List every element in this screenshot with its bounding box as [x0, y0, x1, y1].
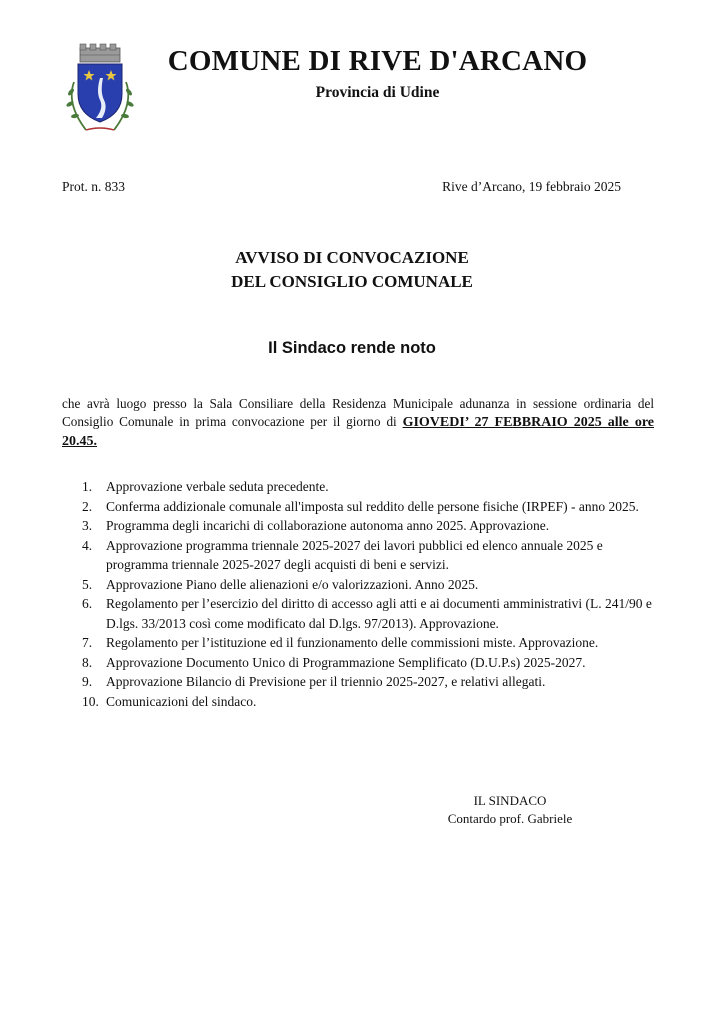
- agenda-item-text: Approvazione Documento Unico di Programmazione Semplificato (D.U.P.s) 2025-2027.: [106, 654, 586, 670]
- agenda-item-text: Comunicazioni del sindaco.: [106, 693, 257, 709]
- agenda-item-text: Approvazione programma triennale 2025-2027 dei lavori pubblici ed elenco annuale 2025 e programma triennale 2025-2027 degli acquisti di beni e servizi.: [106, 537, 603, 572]
- signature-name: Contardo prof. Gabriele: [447, 811, 573, 826]
- agenda-item-number: 2.: [82, 498, 93, 514]
- agenda-item: [82, 692, 654, 712]
- document-title: [0, 246, 704, 294]
- intro-text: che avrà luogo presso la Sala Consiliare della Residenza Municipale adunanza in sessione ordinaria del Consiglio Comunale in prima convocazione per il giorno di: [62, 396, 654, 429]
- agenda-item-number: 9.: [82, 674, 93, 689]
- agenda-item: [82, 477, 654, 497]
- agenda-item-text: Approvazione Bilancio di Previsione per il triennio 2025-2027, e relativi allegati.: [106, 674, 546, 689]
- meeting-date-highlight: GIOVEDI’ 27 FEBBRAIO 2025 alle ore 20.45.: [62, 415, 654, 449]
- agenda-item-text: Conferma addizionale comunale all'imposta sul reddito delle persone fisiche (IRPEF) - anno 2025.: [106, 498, 639, 514]
- agenda-item-number: 8.: [82, 654, 93, 670]
- agenda-item: [82, 672, 654, 692]
- coat-of-arms-icon: [60, 42, 140, 138]
- signature-block: [420, 792, 600, 828]
- agenda-item: [82, 497, 654, 517]
- notice-heading: Il Sindaco rende noto: [268, 339, 436, 357]
- agenda-item-number: 4.: [82, 537, 93, 553]
- agenda-item-number: 1.: [82, 479, 93, 494]
- agenda-item: [82, 536, 654, 575]
- agenda-item-number: 7.: [82, 635, 93, 650]
- agenda-item: [82, 516, 654, 536]
- agenda-item-text: Regolamento per l’istituzione ed il funzionamento delle commissioni miste. Approvazione.: [106, 635, 599, 650]
- province-subtitle: Provincia di Udine: [315, 84, 440, 101]
- agenda-item-number: 6.: [82, 596, 93, 611]
- agenda-list: [82, 477, 654, 711]
- signature-role: IL SINDACO: [473, 793, 547, 808]
- municipality-title: COMUNE DI RIVE D'ARCANO: [167, 45, 588, 77]
- agenda-item-number: 5.: [82, 576, 93, 592]
- agenda-item-text: Approvazione Piano delle alienazioni e/o valorizzazioni. Anno 2025.: [106, 576, 479, 592]
- agenda-item-number: 10.: [82, 693, 99, 709]
- agenda-item: [82, 633, 654, 653]
- agenda-item-number: 3.: [82, 518, 93, 533]
- agenda-item-text: Regolamento per l’esercizio del diritto di accesso agli atti e ai documenti amministrativi (L. 241/90 e D.lgs. 33/2013 così come modificato dal D.lgs. 97/2013). Approvazione.: [106, 596, 652, 631]
- agenda-item-text: Approvazione verbale seduta precedente.: [106, 479, 329, 494]
- agenda-item: [82, 653, 654, 673]
- document-title-line2: DEL CONSIGLIO COMUNALE: [231, 272, 473, 291]
- document-title-line1: AVVISO DI CONVOCAZIONE: [235, 248, 469, 267]
- agenda-item: [82, 575, 654, 595]
- agenda-item-text: Programma degli incarichi di collaborazione autonoma anno 2025. Approvazione.: [106, 518, 550, 533]
- intro-paragraph: [62, 395, 654, 451]
- agenda-item: [82, 594, 654, 633]
- place-date: Rive d’Arcano, 19 febbraio 2025: [442, 179, 621, 194]
- protocol-number: Prot. n. 833: [62, 179, 126, 194]
